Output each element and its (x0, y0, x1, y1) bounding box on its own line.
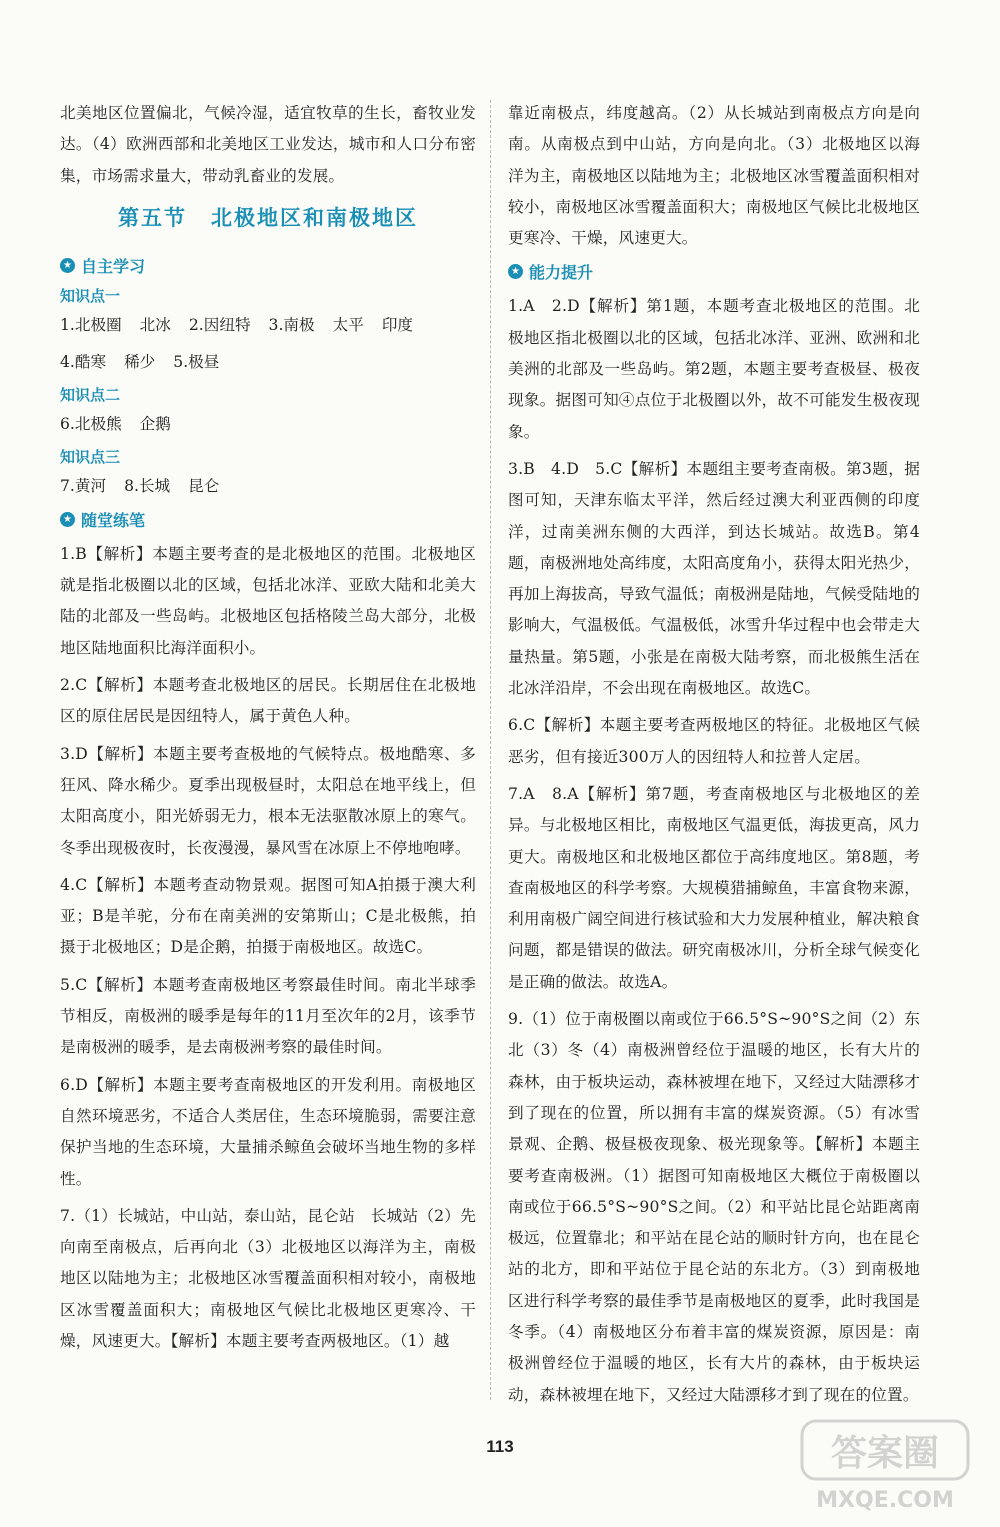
heading-self-study (60, 254, 476, 277)
paragraph: 6.C【解析】本题主要考查两极地区的特征。北极地区气候恶劣，但有接近300万人的因纽特人和拉普人定居。 (508, 716, 920, 766)
heading-practice (60, 508, 476, 531)
answer: 印度 (381, 315, 414, 334)
paragraph: 北美地区位置偏北，气候冷湿，适宜牧草的生长，畜牧业发达。（4）欧洲西部和北美地区工业发达，城市和人口分布密集，市场需求量大，带动乳畜业的发展。 (60, 104, 476, 185)
paragraph: 2.C【解析】本题考查北极地区的居民。长期居住在北极地区的原住居民是因纽特人，属于黄色人种。 (60, 676, 476, 726)
answer-line (60, 347, 476, 378)
watermark-logo (800, 1417, 970, 1513)
column-divider (490, 100, 491, 1400)
answer: 5.极昼 (173, 352, 220, 371)
knowledge-point-2: 知识点二 (60, 385, 121, 404)
answer-line (60, 310, 476, 341)
paragraph: 7.A 8.A【解析】第7题，考查南极地区与北极地区的差异。与北极地区相比，南极地区气温更低，海拔更高，风力更大。南极地区和北极地区都位于高纬度地区。第8题，考查南极地区的科学考察。大规模猎捕鲸鱼，丰富食物来源，利用南极广阔空间进行核试验和大力发展种植业，解决粮食问题，都是错误的做法。研究南极冰川，分析全球气候变化是正确的做法。故选A。 (508, 784, 920, 991)
section-number: 第五节 (118, 205, 187, 230)
answer: 稀少 (124, 352, 156, 371)
right-column (508, 98, 920, 1417)
paragraph: 3.B 4.D 5.C【解析】本题组主要考查南极。第3题，据图可知，天津东临太平洋，然后经过澳大利亚西侧的印度洋，过南美洲东侧的大西洋，到达长城站。故选B。第4题，南极洲地处高纬度，太阳高度角小，获得太阳光热少，再加上海拔高，导致气温低；南极洲是陆地，气候受陆地的影响大，气温极低。气温极低，冰雪升华过程中也会带走大量热量。第5题，小张是在南极大陆考察，而北极熊生活在北冰洋沿岸，不会出现在南极地区。故选C。 (508, 459, 920, 698)
paragraph: 1.A 2.D【解析】第1题，本题考查北极地区的范围。北极地区指北极圈以北的区域，包括北冰洋、亚洲、欧洲和北美洲的北部及一些岛屿。第2题，本题主要考查极昼、极夜现象。据图可知④点位于北极圈以外，故不可能发生极夜现象。 (508, 297, 920, 441)
knowledge-point-3: 知识点三 (60, 447, 121, 466)
left-column (60, 98, 476, 1363)
answer: 4.酷寒 (60, 352, 107, 371)
answer-line (60, 471, 476, 502)
answer: 北冰 (139, 315, 171, 334)
knowledge-point-1: 知识点一 (60, 286, 121, 305)
watermark-icon (800, 1417, 970, 1513)
watermark-bottom: MXQE.COM (816, 1488, 954, 1513)
answer-line (60, 409, 476, 440)
answer: 企鹅 (139, 414, 171, 433)
answer: 1.北极圈 (60, 315, 122, 334)
answer: 8.长城 (124, 476, 171, 495)
section-name: 北极地区和南极地区 (211, 205, 418, 230)
paragraph: 靠近南极点，纬度越高。（2）从长城站到南极点方向是向南。从南极点到中山站，方向是向北。（3）北极地区以海洋为主，南极地区以陆地为主；北极地区冰雪覆盖面积相对较小，南极地区冰雪覆盖面积大；南极地区气候比北极地区更寒冷、干燥，风速更大。 (508, 104, 920, 248)
paragraph: 4.C【解析】本题考查动物景观。据图可知A拍摄于澳大利亚；B是羊驼，分布在南美洲的安第斯山；C是北极熊，拍摄于北极地区；D是企鹅，拍摄于南极地区。故选C。 (60, 875, 476, 957)
answer: 7.黄河 (60, 476, 107, 495)
heading-label: 能力提升 (529, 263, 594, 283)
paragraph: 6.D【解析】本题主要考查南极地区的开发利用。南极地区自然环境恶劣，不适合人类居住，生态环境脆弱，需要注意保护当地的生态环境，大量捕杀鲸鱼会破坏当地生物的多样性。 (60, 1075, 476, 1188)
paragraph: 7.（1）长城站，中山站，泰山站，昆仑站 长城站（2）先向南至南极点，后再向北（3）北极地区以海洋为主，南极地区以陆地为主；北极地区冰雪覆盖面积相对较小，南极地区冰雪覆盖面积大；南极地区气候比北极地区更寒冷、干燥，风速更大。【解析】本题主要考查两极地区。（1）越 (60, 1206, 476, 1351)
page-number: 113 (486, 1437, 514, 1456)
paragraph: 9.（1）位于南极圈以南或位于66.5°S~90°S之间（2）东北（3）冬（4）南极洲曾经位于温暖的地区，长有大片的森林，由于板块运动，森林被埋在地下，又经过大陆漂移才到了现在的位置，所以拥有丰富的煤炭资源。（5）有冰雪景观、企鹅、极昼极夜现象、极光现象等。【解析】本题主要考查南极洲。（1）据图可知南极地区大概位于南极圈以南或位于66.5°S~90°S之间。（2）和平站比昆仑站距离南极远，位置靠北；和平站在昆仑站的顺时针方向，也在昆仑站的北方，即和平站位于昆仑站的东北方。（3）到南极地区进行科学考察的最佳季节是南极地区的夏季，此时我国是冬季。（4）南极地区分布着丰富的煤炭资源，原因是：南极洲曾经位于温暖的地区，长有大片的森林，由于板块运动，森林被埋在地下，又经过大陆漂移才到了现在的位置。 (508, 1010, 920, 1404)
heading-ability (508, 260, 920, 283)
answer: 6.北极熊 (60, 414, 122, 433)
paragraph: 1.B【解析】本题主要考查的是北极地区的范围。北极地区就是指北极圈以北的区域，包括北冰洋、亚欧大陆和北美大陆的北部及一些岛屿。北极地区包括格陵兰岛大部分，北极地区陆地面积比海洋面积小。 (60, 544, 476, 657)
paragraph: 5.C【解析】本题考查南极地区考察最佳时间。南北半球季节相反，南极洲的暖季是每年的11月至次年的2月，该季节是南极洲的暖季，是去南极洲考察的最佳时间。 (60, 975, 476, 1057)
answer: 昆仑 (188, 476, 220, 495)
answer: 3.南极 (268, 315, 315, 334)
watermark-top: 答案圈 (830, 1433, 940, 1474)
section-title (60, 202, 476, 232)
answer: 太平 (332, 315, 364, 334)
star-icon: ★ (508, 264, 523, 279)
star-icon: ★ (60, 512, 75, 527)
answer: 2.因纽特 (188, 315, 251, 334)
paragraph: 3.D【解析】本题主要考查极地的气候特点。极地酷寒、多狂风、降水稀少。夏季出现极昼时，太阳总在地平线上，但太阳高度小，阳光娇弱无力，根本无法驱散冰原上的寒气。冬季出现极夜时，长夜漫漫，暴风雪在冰原上不停地咆哮。 (60, 744, 476, 857)
star-icon: ★ (60, 258, 75, 273)
heading-label: 自主学习 (81, 256, 146, 276)
heading-label: 随堂练笔 (81, 510, 146, 530)
